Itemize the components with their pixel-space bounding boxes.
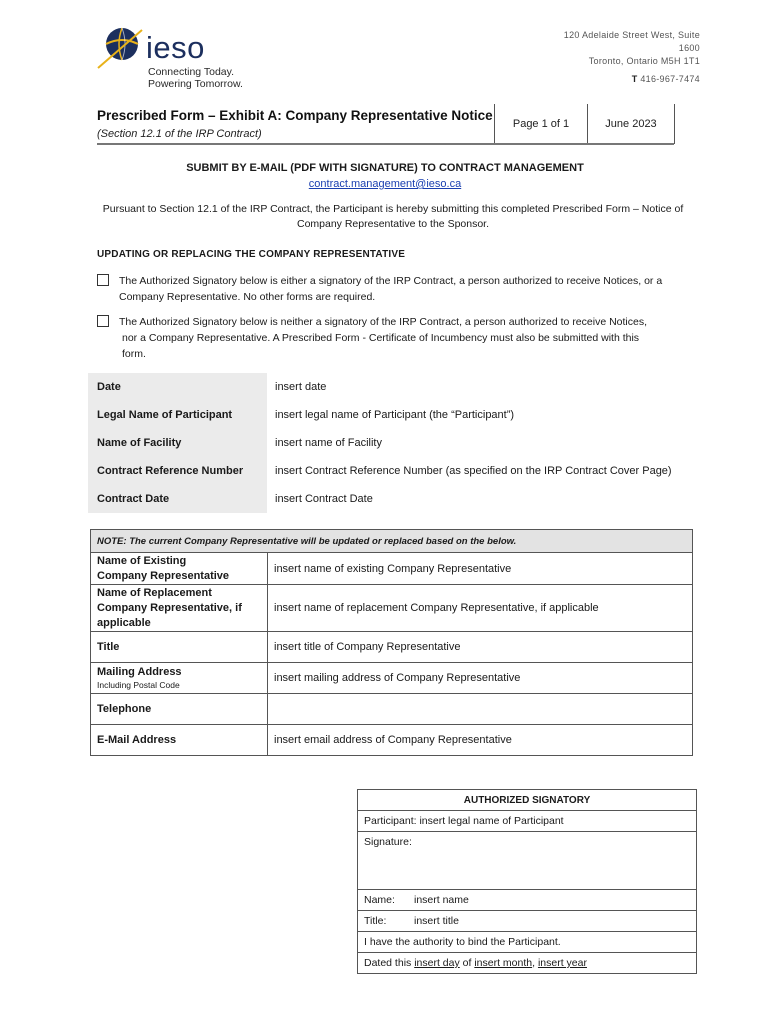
- dated-month-field[interactable]: insert month: [474, 957, 533, 969]
- page-number: Page 1 of 1: [494, 104, 587, 144]
- table-row: [91, 663, 693, 694]
- signatory-title-field[interactable]: insert title: [414, 915, 459, 927]
- option-signatory-checkbox-row: The Authorized Signatory below is either a signatory of the IRP Contract, a person authorized to receive Notices, or a Company Representative. No other forms are required.: [97, 273, 687, 307]
- signatory-title-row: Title: insert title: [358, 911, 697, 932]
- telephone-field[interactable]: [268, 694, 693, 725]
- company-representative-table: [90, 529, 693, 756]
- table-row: [91, 585, 693, 632]
- ieso-globe-icon: [96, 26, 144, 92]
- form-title: Prescribed Form – Exhibit A: Company Representative Notice: [97, 108, 493, 123]
- email-label: E-Mail Address: [91, 725, 268, 756]
- table-row: [91, 553, 693, 585]
- title-field[interactable]: insert title of Company Representative: [268, 632, 693, 663]
- title-label: Title: [91, 632, 268, 663]
- table-row: [88, 373, 698, 401]
- logo-tagline: Connecting Today. Powering Tomorrow.: [148, 66, 243, 90]
- ieso-logo: [96, 26, 266, 92]
- table-row: [358, 932, 697, 953]
- telephone-line: T 416-967-7474: [631, 74, 700, 84]
- submit-instruction: SUBMIT BY E-MAIL (PDF WITH SIGNATURE) TO CONTRACT MANAGEMENT: [186, 162, 584, 174]
- logo-wordmark: ieso: [146, 30, 205, 65]
- dated-year-field[interactable]: insert year: [537, 957, 587, 969]
- header-divider: [97, 143, 674, 145]
- date-field[interactable]: insert date: [275, 381, 327, 393]
- signatory-heading: AUTHORIZED SIGNATORY: [358, 790, 697, 811]
- existing-rep-label: Name of Existing Company Representative: [91, 553, 268, 585]
- contract-reference-label: Contract Reference Number: [88, 457, 267, 485]
- replacement-rep-field[interactable]: insert name of replacement Company Representative, if applicable: [268, 585, 693, 632]
- authorized-signatory-table: [357, 789, 697, 974]
- contract-date-label: Contract Date: [88, 485, 267, 513]
- table-row: [358, 790, 697, 811]
- table-row: [91, 632, 693, 663]
- facility-name-label: Name of Facility: [88, 429, 267, 457]
- signature-field[interactable]: Signature:: [358, 832, 697, 890]
- section-heading: UPDATING OR REPLACING THE COMPANY REPRESENTATIVE: [97, 249, 406, 260]
- email-field[interactable]: insert email address of Company Representative: [268, 725, 693, 756]
- ieso-address: 120 Adelaide Street West, Suite 1600 Toronto, Ontario M5H 1T1 T 416-967-7474: [563, 30, 700, 84]
- table-row: [88, 429, 698, 457]
- option-incumbency-checkbox-row: The Authorized Signatory below is neither a signatory of the IRP Contract, a person authorized to receive Notices, nor a Company Representative. A Prescribed Form - Certificate of Incumbency must also be submitted with this form.: [97, 314, 687, 364]
- facility-name-field[interactable]: insert name of Facility: [275, 437, 382, 449]
- table-row: [88, 457, 698, 485]
- date-label: Date: [88, 373, 267, 401]
- dated-line: Dated this insert day of insert month, insert year: [358, 953, 697, 974]
- form-title-block: [97, 104, 673, 144]
- authority-statement: I have the authority to bind the Participant.: [358, 932, 697, 953]
- participant-name-field[interactable]: insert legal name of Participant (the “Participant”): [275, 409, 515, 421]
- signatory-name-field[interactable]: insert name: [414, 894, 469, 906]
- table-row: [91, 694, 693, 725]
- table-row: [91, 725, 693, 756]
- contract-reference-field[interactable]: insert Contract Reference Number (as specified on the IRP Contract Cover Page): [275, 465, 672, 477]
- representative-note: NOTE: The current Company Representative will be updated or replaced based on the below.: [91, 530, 693, 553]
- participant-info-table: [88, 373, 698, 513]
- replacement-rep-label: Name of Replacement Company Representative, if applicable: [91, 585, 268, 632]
- table-row: [358, 890, 697, 911]
- table-row: [358, 832, 697, 890]
- participant-name-label: Legal Name of Participant: [88, 401, 267, 429]
- table-row: [358, 911, 697, 932]
- table-row: [358, 811, 697, 832]
- mailing-address-field[interactable]: insert mailing address of Company Representative: [268, 663, 693, 694]
- dated-day-field[interactable]: insert day: [414, 957, 460, 969]
- signatory-participant-field[interactable]: Participant: insert legal name of Participant: [358, 811, 697, 832]
- option1-checkbox[interactable]: [97, 274, 109, 286]
- contract-date-field[interactable]: insert Contract Date: [275, 493, 373, 505]
- table-row: [91, 530, 693, 553]
- form-subtitle: (Section 12.1 of the IRP Contract): [97, 128, 262, 140]
- pursuant-paragraph: Pursuant to Section 12.1 of the IRP Contract, the Participant is hereby submitting this completed Prescribed Form – Notice of Company Representative to the Sponsor.: [102, 203, 684, 230]
- option2-checkbox[interactable]: [97, 315, 109, 327]
- signatory-name-row: Name: insert name: [358, 890, 697, 911]
- mailing-address-label: Mailing Address Including Postal Code: [91, 663, 268, 694]
- telephone-label: Telephone: [91, 694, 268, 725]
- table-row: [88, 485, 698, 513]
- table-row: [358, 953, 697, 974]
- existing-rep-field[interactable]: insert name of existing Company Representative: [268, 553, 693, 585]
- table-row: [88, 401, 698, 429]
- form-date: June 2023: [587, 104, 675, 144]
- contract-email-link[interactable]: contract.management@ieso.ca: [308, 178, 462, 190]
